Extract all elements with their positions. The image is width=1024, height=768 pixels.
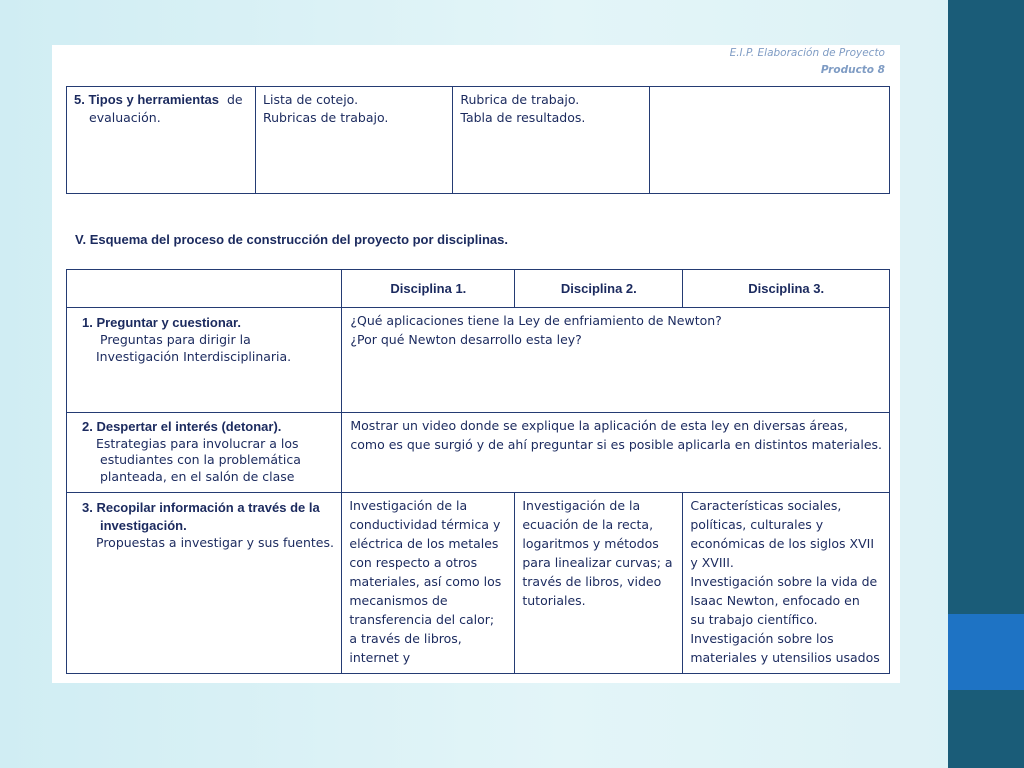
process-row-1 [67, 308, 890, 413]
evaluation-tool-item: Tabla de resultados. [460, 110, 586, 125]
discipline-3-line: y XVIII. [690, 555, 734, 570]
shared-content-line: como es que surgió y de ahí preguntar si es posible aplicarla en distintos materiales. [350, 437, 882, 452]
process-table [66, 269, 890, 674]
discipline-1-line: transferencia del calor; [349, 612, 495, 627]
shared-content-cell [342, 308, 890, 413]
row-label-cell [67, 413, 342, 493]
row-title: 1. Preguntar y cuestionar. [82, 315, 241, 330]
row-description-line: estudiantes con la problemática [100, 452, 301, 467]
discipline-1-line: a través de libros, [349, 631, 462, 646]
process-row-2 [67, 413, 890, 493]
discipline-3-line: Investigación sobre los [690, 631, 834, 646]
evaluation-table [66, 86, 890, 194]
discipline-2-line: tutoriales. [522, 593, 586, 608]
process-header-row [67, 270, 890, 308]
process-row-3 [67, 493, 890, 674]
discipline-3-cell [683, 493, 890, 674]
discipline-2-line: Investigación de la [522, 498, 641, 513]
section-heading: V. Esquema del proceso de construcción del proyecto por disciplinas. [75, 232, 508, 247]
evaluation-row [67, 87, 890, 194]
row-description-line: planteada, en el salón de clase [100, 468, 295, 484]
discipline-1-line: materiales, así como los [349, 574, 502, 589]
evaluation-tools-cell [256, 87, 453, 194]
discipline-2-line: ecuación de la recta, [522, 517, 654, 532]
row-label-cell [67, 493, 342, 674]
project-title: E.I.P. Elaboración de Proyecto [729, 47, 885, 59]
product-label: Producto 8 [820, 64, 885, 76]
evaluation-tool-item: Rubrica de trabajo. [460, 92, 580, 107]
shared-content-cell [342, 413, 890, 493]
evaluation-label-cell [67, 87, 256, 194]
row-title: 3. Recopilar información a través de la [82, 500, 320, 515]
discipline-2-line: través de libros, video [522, 574, 662, 589]
discipline-3-line: económicas de los siglos XVII [690, 536, 875, 551]
row-title: 2. Despertar el interés (detonar). [82, 419, 282, 434]
discipline-3-line: políticas, culturales y [690, 517, 824, 532]
discipline-1-line: Investigación de la [349, 498, 468, 513]
discipline-3-line: Investigación sobre la vida de [690, 574, 878, 589]
discipline-3-line: materiales y utensilios usados [690, 650, 880, 665]
discipline-1-line: eléctrica de los metales [349, 536, 499, 551]
evaluation-tool-item: Rubricas de trabajo. [263, 110, 389, 125]
discipline-1-line: conductividad térmica y [349, 517, 501, 532]
row-description-line: Investigación Interdisciplinaria. [96, 349, 292, 364]
discipline-1-cell [342, 493, 515, 674]
shared-content-line: Mostrar un video donde se explique la aplicación de esta ley en diversas áreas, [350, 418, 848, 433]
discipline-2-line: logaritmos y métodos [522, 536, 659, 551]
document-page [52, 45, 900, 683]
discipline-2-line: para linealizar curvas; a [522, 555, 673, 570]
discipline-3-line: su trabajo científico. [690, 612, 818, 627]
row-description-line: Estrategias para involucrar a los [96, 435, 299, 451]
evaluation-tools-cell [453, 87, 649, 194]
discipline-3-line: Isaac Newton, enfocado en [690, 593, 860, 608]
discipline-1-line: mecanismos de [349, 593, 448, 608]
evaluation-empty-cell [649, 87, 889, 194]
evaluation-label-normal: de [226, 92, 243, 107]
row-label-cell [67, 308, 342, 413]
header-discipline-3: Disciplina 3. [683, 270, 890, 308]
shared-content-line: ¿Por qué Newton desarrollo esta ley? [350, 332, 582, 347]
evaluation-label-line1 [74, 91, 248, 109]
header-discipline-1: Disciplina 1. [342, 270, 515, 308]
accent-block [948, 614, 1024, 690]
shared-content-line: ¿Qué aplicaciones tiene la Ley de enfriamiento de Newton? [350, 313, 722, 328]
evaluation-tool-item: Lista de cotejo. [263, 92, 359, 107]
row-title: investigación. [100, 517, 187, 533]
discipline-2-cell [515, 493, 683, 674]
discipline-3-line: Características sociales, [690, 498, 842, 513]
row-description-line: Propuestas a investigar y sus fuentes. [96, 535, 334, 550]
evaluation-label-line2: evaluación. [89, 110, 161, 125]
discipline-1-line: internet y [349, 650, 411, 665]
header-discipline-2: Disciplina 2. [515, 270, 683, 308]
discipline-1-line: con respecto a otros [349, 555, 478, 570]
header-empty-cell [67, 270, 342, 308]
row-description-line: Preguntas para dirigir la [100, 332, 251, 347]
document-header [730, 45, 885, 79]
evaluation-label-bold: 5. Tipos y herramientas [74, 92, 219, 107]
